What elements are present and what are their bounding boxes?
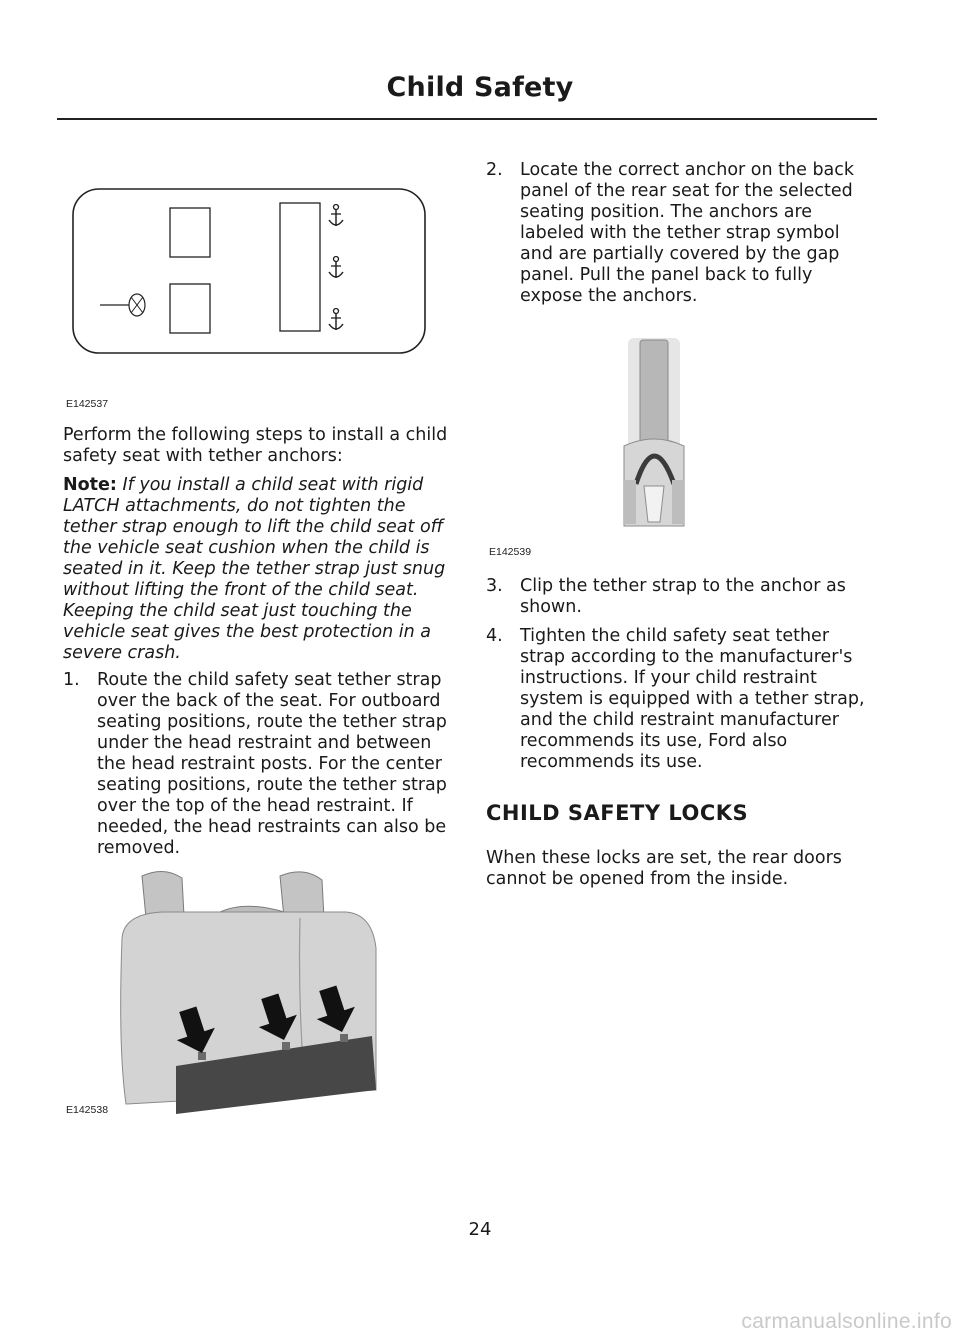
step-text: Locate the correct anchor on the back panel of the rear seat for the selected seating position. The anchors are labeled with the tether strap symbol and are partially covered by the gap panel. Pull the panel back to fully expose the anchors. — [520, 160, 855, 306]
step-text: Tighten the child safety seat tether strap according to the manufacturer's instructions. If your child restraint system is equipped with a tether strap, and the child restraint manufacturer recommends its use, Ford also recommends its use. — [520, 626, 865, 772]
figure-label: E142538 — [66, 1104, 109, 1116]
section-heading: CHILD SAFETY LOCKS — [486, 801, 749, 825]
intro-paragraph: Perform the following steps to install a child safety seat with tether anchors: — [63, 425, 448, 466]
note-label: Note: — [63, 475, 117, 495]
step-number: 1. — [63, 670, 80, 690]
anchor-location-diagram — [72, 188, 426, 354]
note-paragraph — [63, 475, 451, 664]
watermark: carmanualsonline.info — [741, 1310, 952, 1333]
page-number: 24 — [468, 1219, 492, 1240]
anchor-icon — [329, 309, 343, 331]
step-4 — [486, 626, 878, 773]
section-paragraph: When these locks are set, the rear doors cannot be opened from the inside. — [486, 848, 842, 889]
step-number: 4. — [486, 626, 503, 646]
header-divider — [57, 118, 877, 120]
step-3 — [486, 576, 876, 618]
page-title: Child Safety — [386, 72, 574, 103]
note-body: If you install a child seat with rigid LATCH attachments, do not tighten the tether strap enough to lift the child seat off the vehicle seat cushion when the child is seated in it. Keep the tether strap just snug without lifting the front of the child seat. Keeping the child seat just touching the vehicle seat gives the best protection in a severe crash. — [63, 475, 446, 663]
step-2 — [486, 160, 876, 307]
step-number: 3. — [486, 576, 503, 596]
light-bulb-icon — [100, 294, 145, 316]
rear-seat-illustration — [114, 868, 392, 1118]
anchor-icon — [329, 257, 343, 279]
step-number: 2. — [486, 160, 503, 180]
step-text: Clip the tether strap to the anchor as shown. — [520, 576, 846, 617]
figure-label: E142539 — [489, 546, 532, 558]
step-1 — [63, 670, 455, 859]
tether-clip-illustration — [614, 336, 694, 532]
anchor-icon — [329, 205, 343, 227]
step-text: Route the child safety seat tether strap over the back of the seat. For outboard seating positions, route the tether strap under the head restraint and between the head restraint posts. For the center seating positions, route the tether strap over the top of the head restraint. If needed, the head restraints can also be removed. — [97, 670, 447, 858]
figure-label: E142537 — [66, 398, 109, 410]
